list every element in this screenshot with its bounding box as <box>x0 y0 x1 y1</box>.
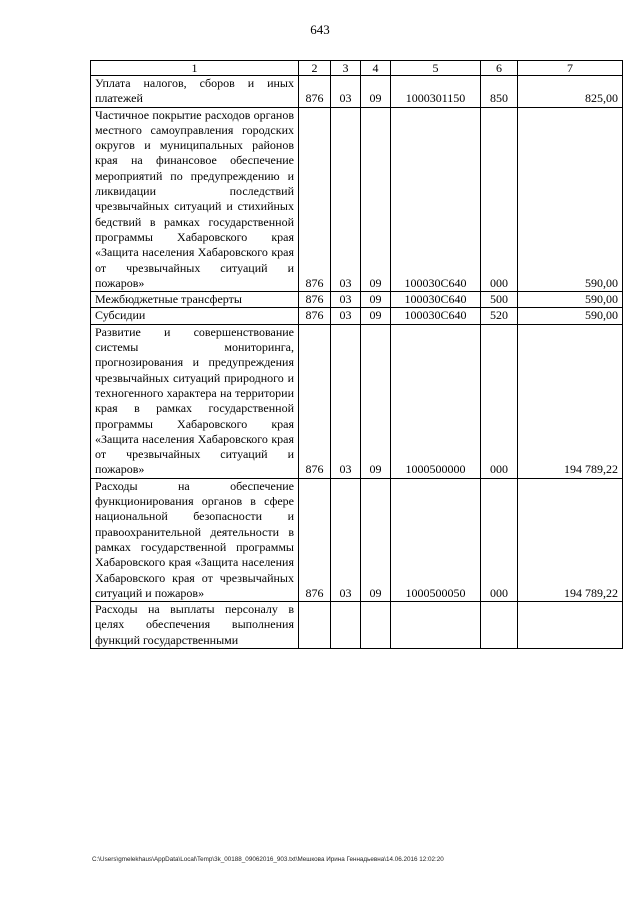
column-header: 5 <box>391 61 481 76</box>
row-section-code <box>331 602 361 649</box>
row-amount <box>518 602 623 649</box>
row-target-article: 100030С640 <box>391 292 481 308</box>
row-ministry-code <box>299 602 331 649</box>
file-path-footer: C:\Users\gmelekhaus\AppData\Local\Temp\3k_00188_09062016_903.txt\Мешкова Ирина Геннадьевна\14.06.2016 12:02:20 <box>92 856 444 863</box>
row-subsection-code: 09 <box>361 308 391 324</box>
budget-table <box>90 60 623 649</box>
row-expense-type: 000 <box>481 107 518 292</box>
row-target-article <box>391 602 481 649</box>
row-target-article: 100030С640 <box>391 308 481 324</box>
table-row <box>91 107 623 292</box>
page-number: 643 <box>310 22 330 37</box>
row-ministry-code: 876 <box>299 107 331 292</box>
column-header: 7 <box>518 61 623 76</box>
row-section-code: 03 <box>331 292 361 308</box>
row-target-article: 1000500050 <box>391 478 481 601</box>
column-header: 2 <box>299 61 331 76</box>
row-expense-type <box>481 602 518 649</box>
row-name: Расходы на выплаты персоналу в целях обеспечения выполнения функций государственными <box>91 602 299 649</box>
row-name: Уплата налогов, сборов и иных платежей <box>91 76 299 108</box>
row-name: Развитие и совершенствование системы мониторинга, прогнозирования и предупреждения чрезвычайных ситуаций природного и техногенного характера на территории края в рамках государственной программы Хабаровского края «Защита населения Хабаровского края от чрезвычайных ситуаций и пожаров» <box>91 324 299 478</box>
row-target-article: 1000500000 <box>391 324 481 478</box>
row-amount: 590,00 <box>518 308 623 324</box>
row-subsection-code: 09 <box>361 292 391 308</box>
row-amount: 590,00 <box>518 292 623 308</box>
row-expense-type: 520 <box>481 308 518 324</box>
column-header: 6 <box>481 61 518 76</box>
row-section-code: 03 <box>331 478 361 601</box>
row-target-article: 100030С640 <box>391 107 481 292</box>
table-row <box>91 324 623 478</box>
row-expense-type: 000 <box>481 324 518 478</box>
row-name: Расходы на обеспечение функционирования органов в сфере национальной безопасности и правоохранительной деятельности в рамках государственной программы Хабаровского края «Защита населения Хабаровского края от чрезвычайных ситуаций и пожаров» <box>91 478 299 601</box>
row-expense-type: 850 <box>481 76 518 108</box>
row-subsection-code: 09 <box>361 76 391 108</box>
row-section-code: 03 <box>331 324 361 478</box>
row-section-code: 03 <box>331 76 361 108</box>
row-amount: 825,00 <box>518 76 623 108</box>
row-amount: 194 789,22 <box>518 478 623 601</box>
row-ministry-code: 876 <box>299 478 331 601</box>
table-row <box>91 76 623 108</box>
row-amount: 194 789,22 <box>518 324 623 478</box>
row-name: Частичное покрытие расходов органов местного самоуправления городских округов и муниципальных районов края на финансовое обеспечение мероприятий по предупреждению и ликвидации последствий чрезвычайных ситуаций и стихийных бедствий в рамках государственной программы Хабаровского края «Защита населения Хабаровского края от чрезвычайных ситуаций и пожаров» <box>91 107 299 292</box>
table-row <box>91 308 623 324</box>
row-subsection-code: 09 <box>361 478 391 601</box>
table-row <box>91 602 623 649</box>
column-header: 1 <box>91 61 299 76</box>
table-row <box>91 292 623 308</box>
row-expense-type: 000 <box>481 478 518 601</box>
row-ministry-code: 876 <box>299 308 331 324</box>
row-expense-type: 500 <box>481 292 518 308</box>
row-subsection-code: 09 <box>361 324 391 478</box>
row-target-article: 1000301150 <box>391 76 481 108</box>
row-name: Межбюджетные трансферты <box>91 292 299 308</box>
row-ministry-code: 876 <box>299 292 331 308</box>
row-subsection-code <box>361 602 391 649</box>
row-amount: 590,00 <box>518 107 623 292</box>
table-row <box>91 478 623 601</box>
row-name: Субсидии <box>91 308 299 324</box>
table-header-row <box>91 61 623 76</box>
row-section-code: 03 <box>331 308 361 324</box>
row-ministry-code: 876 <box>299 324 331 478</box>
row-ministry-code: 876 <box>299 76 331 108</box>
row-subsection-code: 09 <box>361 107 391 292</box>
row-section-code: 03 <box>331 107 361 292</box>
column-header: 3 <box>331 61 361 76</box>
column-header: 4 <box>361 61 391 76</box>
